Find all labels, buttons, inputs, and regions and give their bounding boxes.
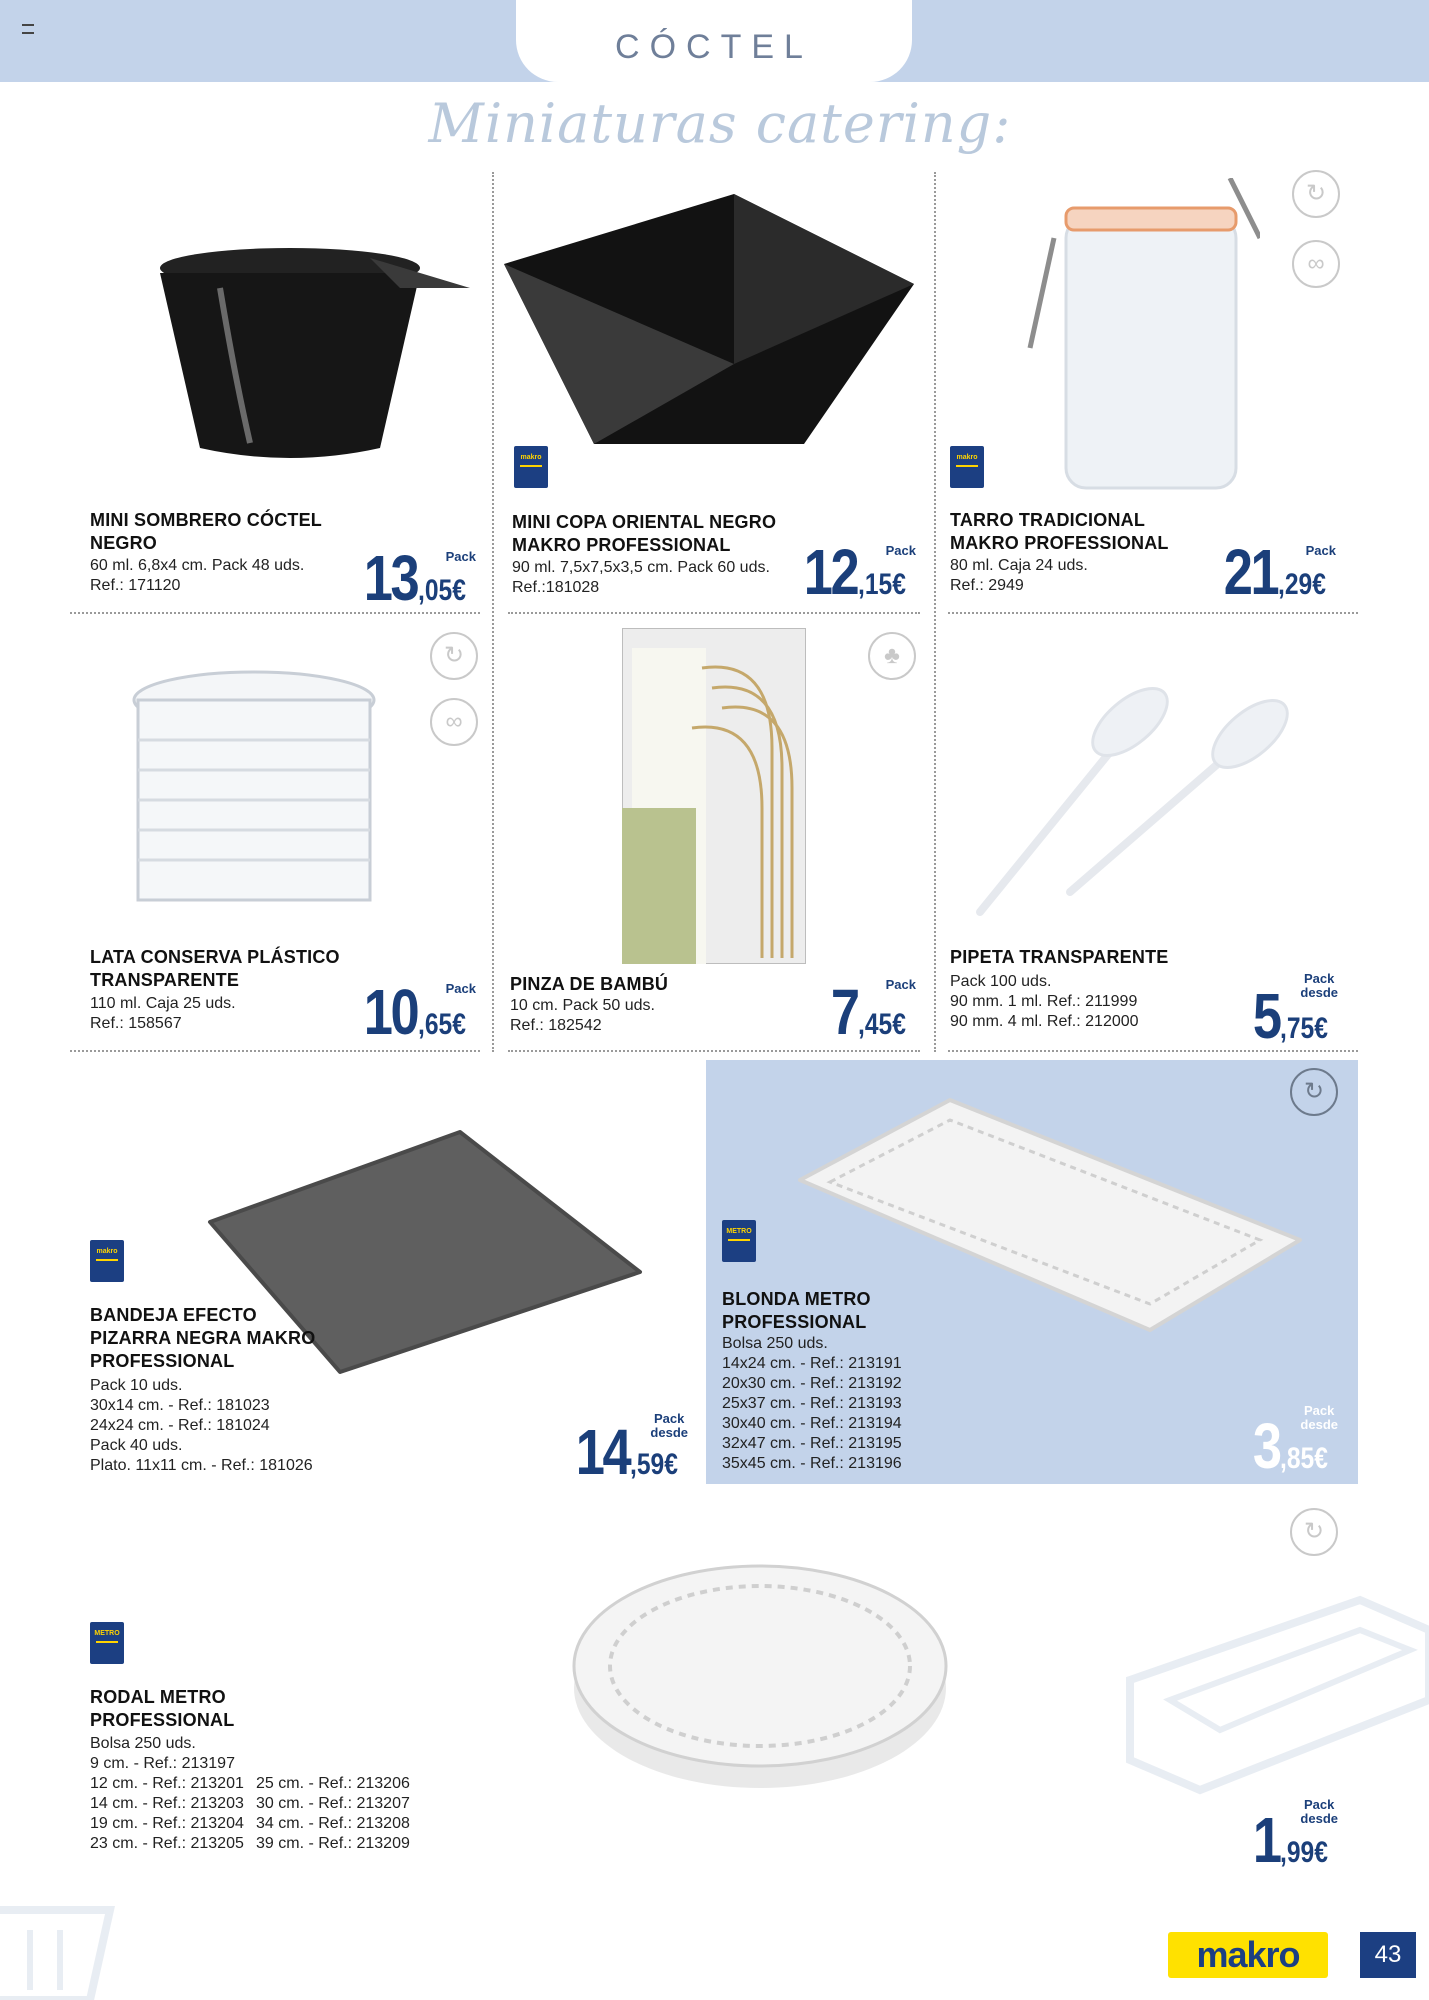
product-name: BANDEJA EFECTO PIZARRA NEGRA MAKRO PROFESSIONAL <box>90 1305 316 1371</box>
makro-professional-badge: makro <box>90 1240 124 1282</box>
row-divider <box>508 612 920 614</box>
row-divider <box>70 1050 480 1052</box>
page-number: 43 <box>1360 1932 1416 1978</box>
product-desc: 60 ml. 6,8x4 cm. Pack 48 uds. Ref.: 171120 <box>90 557 305 594</box>
product-image-mini-copa <box>504 184 914 454</box>
product-name: RODAL METRO PROFESSIONAL <box>90 1687 235 1730</box>
section-title: CÓCTEL <box>615 28 813 66</box>
product-desc: 10 cm. Pack 50 uds. Ref.: 182542 <box>510 997 655 1034</box>
makro-logo[interactable]: makro <box>1168 1932 1328 1978</box>
metro-professional-badge: METRO <box>722 1220 756 1262</box>
price-tag: Pack desde 1,99€ <box>1252 1797 1338 1876</box>
product-desc: Bolsa 250 uds. 9 cm. - Ref.: 213197 12 cm. - Ref.: 213201 14 cm. - Ref.: 213203 19 cm. - Ref.: 213204 23 cm. - Ref.: 213205 <box>90 1735 244 1852</box>
product-image-mini-sombrero <box>100 228 480 468</box>
product-name: PINZA DE BAMBÚ <box>510 974 669 994</box>
row-divider <box>948 612 1358 614</box>
product-image-lata-conserva <box>124 650 394 930</box>
recycle-icon: ↻ <box>1290 1068 1338 1116</box>
product-name: TARRO TRADICIONAL MAKRO PROFESSIONAL <box>950 510 1169 553</box>
price-tag: Pack 12,15€ <box>804 536 916 608</box>
column-divider <box>934 172 936 1052</box>
product-desc: Bolsa 250 uds. 14x24 cm. - Ref.: 213191 20x30 cm. - Ref.: 213192 25x37 cm. - Ref.: 213193 30x40 cm. - Ref.: 213194 32x47 cm. - Ref.: 213195 35x45 cm. - Ref.: 213196 <box>722 1335 902 1472</box>
product-desc: 110 ml. Caja 25 uds. Ref.: 158567 <box>90 995 236 1032</box>
makro-professional-badge: makro <box>514 446 548 488</box>
price-tag: Pack desde 5,75€ <box>1252 971 1338 1052</box>
product-name: LATA CONSERVA PLÁSTICO TRANSPARENTE <box>90 947 340 990</box>
row-divider <box>70 612 480 614</box>
tree-icon: ♣ <box>868 632 916 680</box>
price-tag: Pack desde 14,59€ <box>576 1411 688 1488</box>
recycle-icon: ↻ <box>1290 1508 1338 1556</box>
metro-professional-badge: METRO <box>90 1622 124 1664</box>
row-divider <box>948 1050 1358 1052</box>
price-tag: Pack 21,29€ <box>1224 536 1336 608</box>
column-divider <box>492 172 494 1052</box>
menu-icon[interactable] <box>22 24 34 34</box>
product-desc: Pack 100 uds. 90 mm. 1 ml. Ref.: 211999 90 mm. 4 ml. Ref.: 212000 <box>950 973 1139 1030</box>
product-image-pipeta <box>970 682 1330 922</box>
makro-professional-badge: makro <box>950 446 984 488</box>
recycle-icon: ↻ <box>430 632 478 680</box>
infinity-icon: ∞ <box>430 698 478 746</box>
product-image-tarro <box>1010 178 1260 498</box>
recycle-icon: ↻ <box>1292 170 1340 218</box>
product-desc: Pack 10 uds. 30x14 cm. - Ref.: 181023 24x24 cm. - Ref.: 181024 Pack 40 uds. Plato. 11x11 cm. - Ref.: 181026 <box>90 1377 313 1474</box>
product-image-pinza-bambu <box>622 628 806 964</box>
row-divider <box>508 1050 920 1052</box>
product-desc-column: 25 cm. - Ref.: 213206 30 cm. - Ref.: 213207 34 cm. - Ref.: 213208 39 cm. - Ref.: 213209 <box>256 1775 410 1852</box>
page-subtitle: Miniaturas catering: <box>428 92 1012 155</box>
price-tag: Pack 10,65€ <box>364 976 476 1048</box>
product-name: MINI COPA ORIENTAL NEGRO MAKRO PROFESSIONAL <box>512 512 777 555</box>
product-name: BLONDA METRO PROFESSIONAL <box>722 1289 871 1332</box>
product-name: MINI SOMBRERO CÓCTEL NEGRO <box>90 510 322 553</box>
product-desc: 80 ml. Caja 24 uds. Ref.: 2949 <box>950 557 1088 594</box>
price-tag: Pack desde 3,85€ <box>1252 1403 1338 1482</box>
product-name: PIPETA TRANSPARENTE <box>950 947 1169 967</box>
price-tag: Pack 7,45€ <box>830 976 916 1048</box>
infinity-icon: ∞ <box>1292 240 1340 288</box>
background-watermark-basket <box>0 1880 130 2000</box>
product-image-rodal <box>570 1548 950 1794</box>
price-tag: Pack 13,05€ <box>364 542 476 614</box>
product-desc: 90 ml. 7,5x7,5x3,5 cm. Pack 60 uds. Ref.:181028 <box>512 559 770 596</box>
